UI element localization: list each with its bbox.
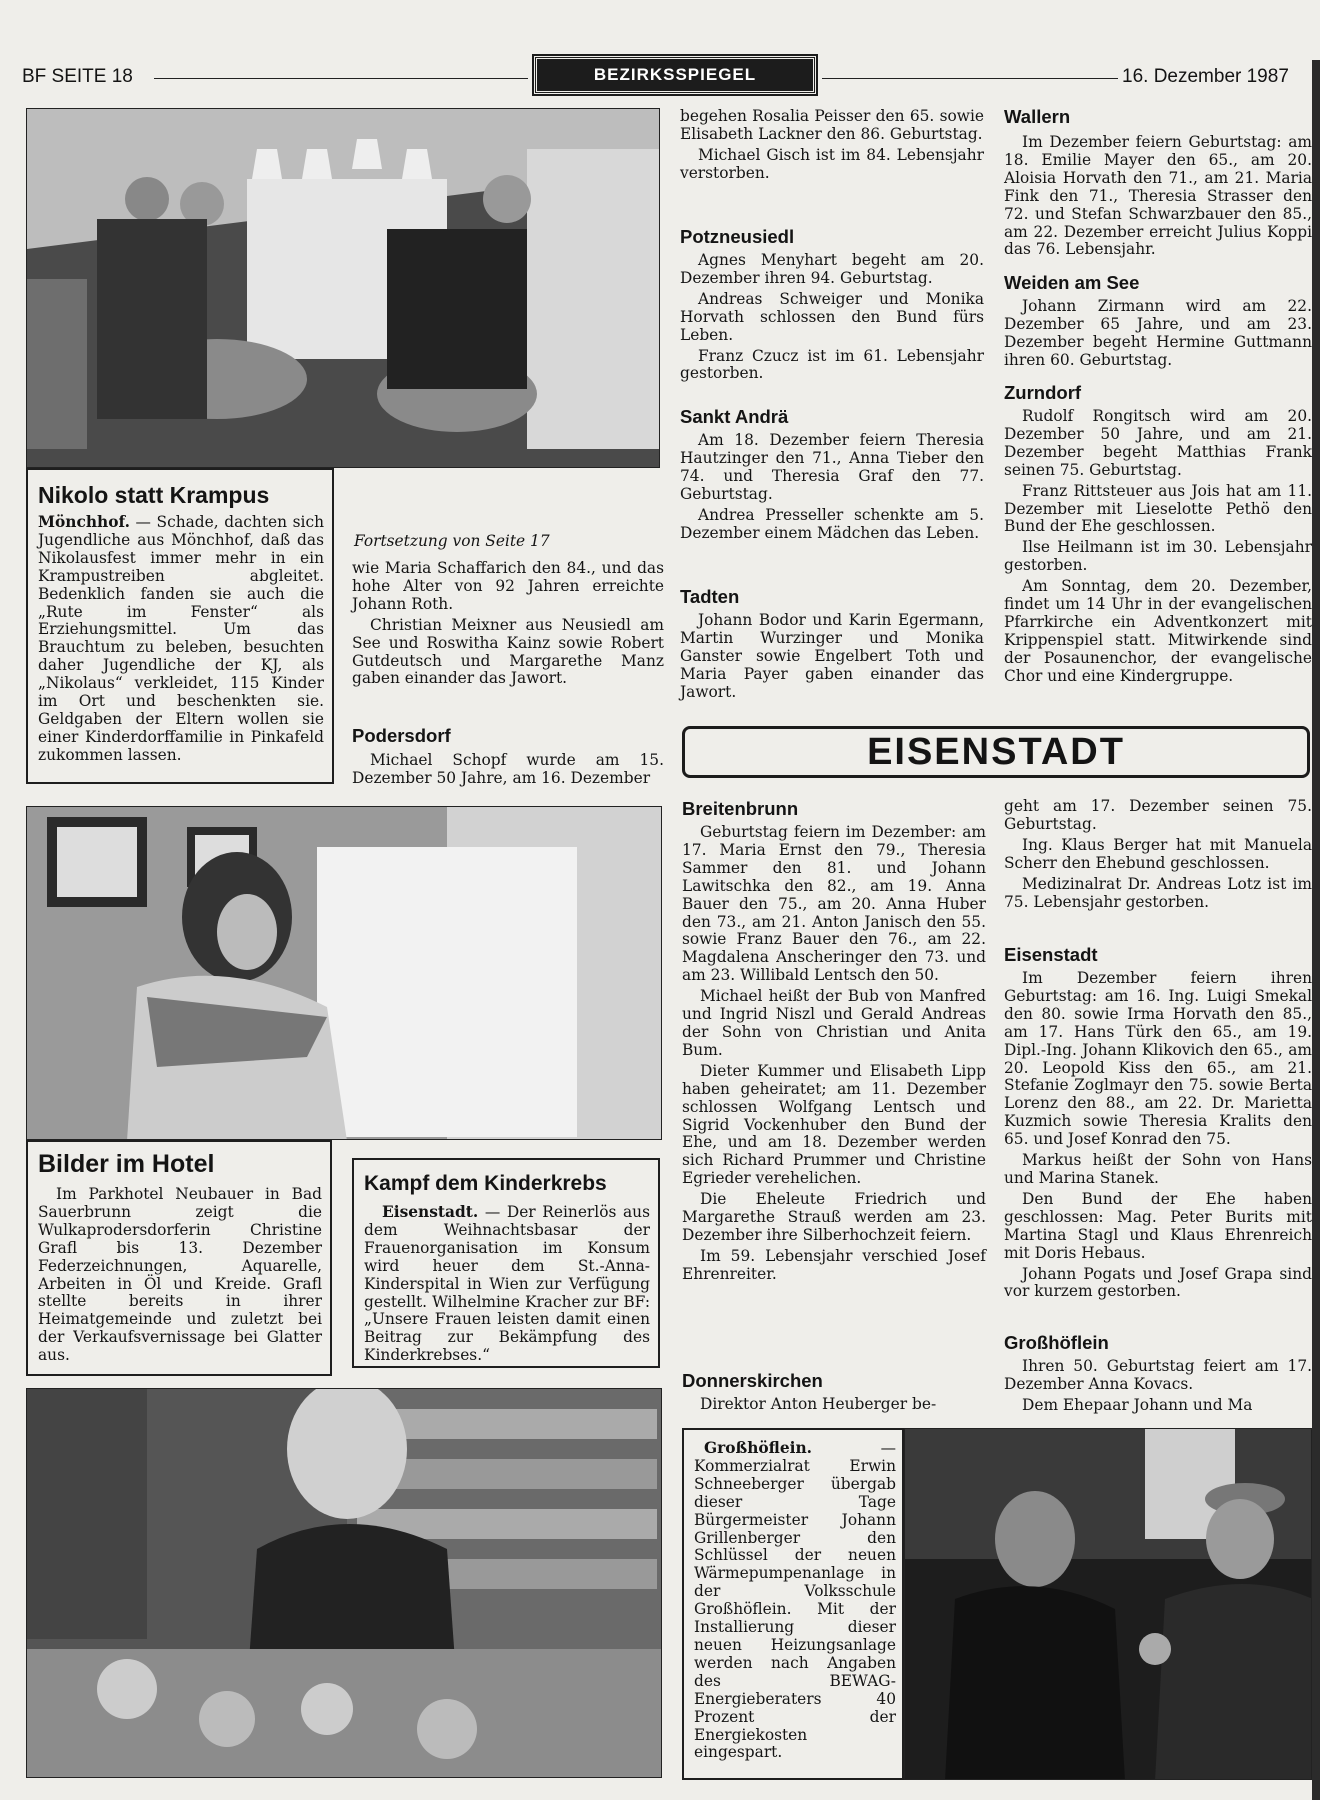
zurn-para: Am Sonntag, dem 20. Dezember, findet um 14 Uhr in der evangelischen Pfarrkirche ein Adventkonzert mit Krippenspiel statt. Mitwirkende sind der Posaunenchor, der evangelische Chor und eine Kindergruppe.	[1004, 577, 1312, 685]
nikolo-text	[38, 514, 324, 768]
breiten-para: Geburtstag feiern im Dezember: am 17. Maria Ernst den 79., Theresia Sammer den 81. und Johann Lawitschka den 82., am 19. Anna Bauer den 75., am 20. Anna Huber den 73., am 21. Anton Janisch den 55. sowie Franz Bauer den 76., am 22. Magdalena Anscheringer den 73. und am 23. Willibald Lentsch den 50.	[682, 823, 986, 985]
grosscap-lead: Großhöflein.	[704, 1439, 813, 1457]
sankt-para: Andrea Presseller schenkte am 5. Dezember einem Mädchen das Leben.	[680, 505, 984, 542]
nikolo-title: Nikolo statt Krampus	[38, 482, 270, 508]
tadten-text	[680, 612, 984, 705]
photo-shop	[26, 1388, 662, 1778]
nikolo-lead: Mönchhof.	[38, 513, 130, 531]
gross-para: Ihren 50. Geburtstag feiert am 17. Dezember Anna Kovacs.	[1004, 1357, 1312, 1393]
kampf-body: — Der Reinerlös aus dem Weihnachtsbasar der Frauenorganisation im Konsum wird heuer dem St.-Anna-Kinderspital in Wien zur Verfügung gestellt. Wilhelmine Kracher zur BF: „Unsere Frauen leisten damit einen Beitrag zur Bekämpfung des Kinderkrebses.“	[364, 1203, 650, 1365]
weiden-para: Johann Zirmann wird am 22. Dezember 65 Jahre, und am 23. Dezember begeht Hermine Guttmann ihren 60. Geburtstag.	[1004, 297, 1312, 369]
eisen-para: Markus heißt der Sohn von Hans und Marina Stanek.	[1004, 1151, 1312, 1187]
nikolo-article	[26, 468, 334, 784]
breiten-para: Die Eheleute Friedrich und Margarethe Strauß werden am 23. Dezember ihre Silberhochzeit feiern.	[682, 1190, 986, 1244]
page-edge	[1312, 60, 1320, 1800]
donnerskirchen-text	[682, 1396, 986, 1417]
photo-nikolo-group	[26, 108, 660, 468]
grosscap-body: — Kommerzialrat Erwin Schneeberger übergab dieser Tage Bürgermeister Johann Grillenberger den Schlüssel der neuen Wärmepumpenanlage in der Volksschule Großhöflein. Mit der Installierung dieser neuen Heizungsanlage werden nach Angaben des BEWAG-Energieberaters 40 Prozent der Energiekosten eingespart.	[694, 1439, 896, 1762]
grosshoeflein-text	[1004, 1358, 1312, 1418]
eisen-para: Im Dezember feiern ihren Geburtstag: am 16. Ing. Luigi Smekal den 80. sowie Irma Horvath den 85., am 17. Hans Türk den 65., am 19. Dipl.-Ing. Johann Klikovich den 65., am 20. Leopold Kiss den 65., am 21. Stefanie Zoglmayr den 75. sowie Berta Lorenz den 88., am 22. Dr. Marietta Kuzmich sowie Theresia Kralits den 65. und Josef Konrad den 75.	[1004, 969, 1312, 1149]
zurndorf-text	[1004, 408, 1312, 689]
sankt-para: Am 18. Dezember feiern Theresia Hautzinger den 71., Anna Tieber den 74. und Theresia Graf den 77. Geburtstag.	[680, 431, 984, 503]
continuation-text	[352, 560, 664, 691]
photo-painter	[26, 806, 662, 1140]
mid-top-text	[680, 108, 984, 186]
bilder-article	[26, 1140, 332, 1376]
nikolo-body: — Schade, dachten sich Jugendliche aus Mönchhof, daß das Nikolausfest immer mehr in ein Krampustreiben abgleitet. Bedenklich fanden sie auch die „Rute im Fenster“ als Erziehungsmittel. Um das Brauchtum zu beleben, besuchten daher Jugendliche der KJ, als „Nikolaus“ verkleidet, 115 Kinder im Ort und beschenkten sie. Geldgaben der Eltern wollen sie einer Kinderdorffamilie in Pinkafeld zukommen lassen.	[38, 513, 324, 764]
potzneusiedl-text	[680, 252, 984, 386]
header-rule-right	[822, 78, 1118, 79]
bilder-para: Im Parkhotel Neubauer in Bad Sauerbrunn zeigt die Wulkaprodersdorferin Christine Grafl bis 13. Dezember Federzeichnungen, Aquarelle, Arbeiten in Öl und Kreide. Grafl stellte bereits in ihrer Heimatgemeinde und zuletzt bei der Verkaufsvernissage bei Glatter aus.	[38, 1185, 322, 1365]
zurndorf-heading: Zurndorf	[1004, 382, 1082, 403]
eis-cont-para: Ing. Klaus Berger hat mit Manuela Scherr den Ehebund geschlossen.	[1004, 835, 1312, 872]
continuation-para: wie Maria Schaffarich den 84., und das hohe Alter von 92 Jahren erreichte Johann Roth.	[352, 559, 664, 613]
weiden-heading: Weiden am See	[1004, 272, 1140, 293]
bilder-title: Bilder im Hotel	[38, 1150, 215, 1178]
continuation-note: Fortsetzung von Seite 17	[354, 532, 550, 550]
zurn-para: Rudolf Rongitsch wird am 20. Dezember 50 Jahre, und am 21. Dezember begeht Matthias Frank seinen 75. Geburtstag.	[1004, 407, 1312, 479]
bilder-text	[38, 1186, 322, 1368]
kampf-title: Kampf dem Kinderkrebs	[364, 1172, 607, 1195]
eisenstadt-text	[1004, 970, 1312, 1304]
breitenbrunn-heading: Breitenbrunn	[682, 798, 799, 819]
breiten-para: Im 59. Lebensjahr verschied Josef Ehrenreiter.	[682, 1246, 986, 1283]
potz-para: Andreas Schweiger und Monika Horvath schlossen den Bund fürs Leben.	[680, 289, 984, 344]
podersdorf-para: Michael Schopf wurde am 15. Dezember 50 Jahre, am 16. Dezember	[352, 751, 664, 787]
page-number: BF SEITE 18	[22, 66, 133, 87]
podersdorf-text	[352, 752, 664, 791]
grosscap-text	[694, 1440, 896, 1765]
continuation-para: Christian Meixner aus Neusiedl am See und Roswitha Kainz sowie Robert Gutdeutsch und Margarethe Manz gaben einander das Jawort.	[352, 615, 664, 688]
eisen-para: Johann Pogats und Josef Grapa sind vor kurzem gestorben.	[1004, 1264, 1312, 1301]
zurn-para: Franz Rittsteuer aus Jois hat am 11. Dezember mit Lieselotte Pethö den Bund der Ehe geschlossen.	[1004, 481, 1312, 536]
tadten-heading: Tadten	[680, 586, 740, 607]
eisenstadt-heading: Eisenstadt	[1004, 944, 1098, 965]
weiden-text	[1004, 298, 1312, 373]
eis-cont-para: geht am 17. Dezember seinen 75. Geburtstag.	[1004, 797, 1312, 833]
grosshoeflein-heading: Großhöflein	[1004, 1332, 1109, 1353]
eis-cont-para: Medizinalrat Dr. Andreas Lotz ist im 75. Lebensjahr gestorben.	[1004, 874, 1312, 911]
wallern-text	[1004, 134, 1312, 262]
sankt-andrae-heading: Sankt Andrä	[680, 406, 789, 427]
gross-para: Dem Ehepaar Johann und Ma	[1022, 1395, 1253, 1414]
podersdorf-heading: Podersdorf	[352, 725, 451, 746]
grosshoeflein-caption	[682, 1428, 904, 1780]
eisenstadt-banner: EISENSTADT	[682, 726, 1310, 778]
donner-para: Direktor Anton Heuberger be-	[700, 1395, 937, 1413]
kampf-text	[364, 1204, 650, 1368]
potz-para: Agnes Menyhart begeht am 20. Dezember ihren 94. Geburtstag.	[680, 251, 984, 287]
wallern-para: Im Dezember feiern Geburtstag: am 18. Emilie Mayer den 65., am 20. Aloisia Horvath den 71., am 21. Maria Fink den 71., Theresia Strasser den 72. und Stefan Schwarzbauer den 85., am 22. Dezember erreicht Julius Koppi das 76. Lebensjahr.	[1004, 133, 1312, 259]
mid-top-para: Michael Gisch ist im 84. Lebensjahr verstorben.	[680, 145, 984, 182]
wallern-heading: Wallern	[1004, 106, 1071, 127]
page-date: 16. Dezember 1987	[1122, 66, 1289, 87]
kampf-article	[352, 1158, 660, 1368]
potzneusiedl-heading: Potzneusiedl	[680, 226, 795, 247]
section-banner: BEZIRKSSPIEGEL	[534, 56, 816, 94]
photo-key-handover	[904, 1428, 1312, 1780]
header-rule-left	[154, 78, 528, 79]
tadten-para: Johann Bodor und Karin Egermann, Martin Wurzinger und Monika Ganster sowie Engelbert Toth und Maria Payer gaben einander das Jawort.	[680, 611, 984, 701]
breitenbrunn-text	[682, 824, 986, 1287]
kampf-lead: Eisenstadt.	[382, 1203, 479, 1221]
zurn-para: Ilse Heilmann ist im 30. Lebensjahr gestorben.	[1004, 538, 1312, 575]
eis-right-cont	[1004, 798, 1312, 914]
mid-top-para: begehen Rosalia Peisser den 65. sowie Elisabeth Lackner den 86. Geburtstag.	[680, 107, 984, 143]
breiten-para: Dieter Kummer und Elisabeth Lipp haben geheiratet; am 11. Dezember schlossen Wolfgang Lentsch und Sigrid Vockenhuber den Bund der Ehe, und am 18. Dezember werden sich Richard Prummer und Christine Egrieder verehelichen.	[682, 1061, 986, 1188]
eisen-para: Den Bund der Ehe haben geschlossen: Mag. Peter Burits mit Martina Stagl und Klaus Ehrenreich mit Doris Hebaus.	[1004, 1189, 1312, 1262]
potz-para: Franz Czucz ist im 61. Lebensjahr gestorben.	[680, 346, 984, 383]
sankt-andrae-text	[680, 432, 984, 545]
donnerskirchen-heading: Donnerskirchen	[682, 1370, 823, 1391]
breiten-para: Michael heißt der Bub von Manfred und Ingrid Niszl und Gerald Andreas der Sohn von Christian und Anita Bum.	[682, 987, 986, 1059]
